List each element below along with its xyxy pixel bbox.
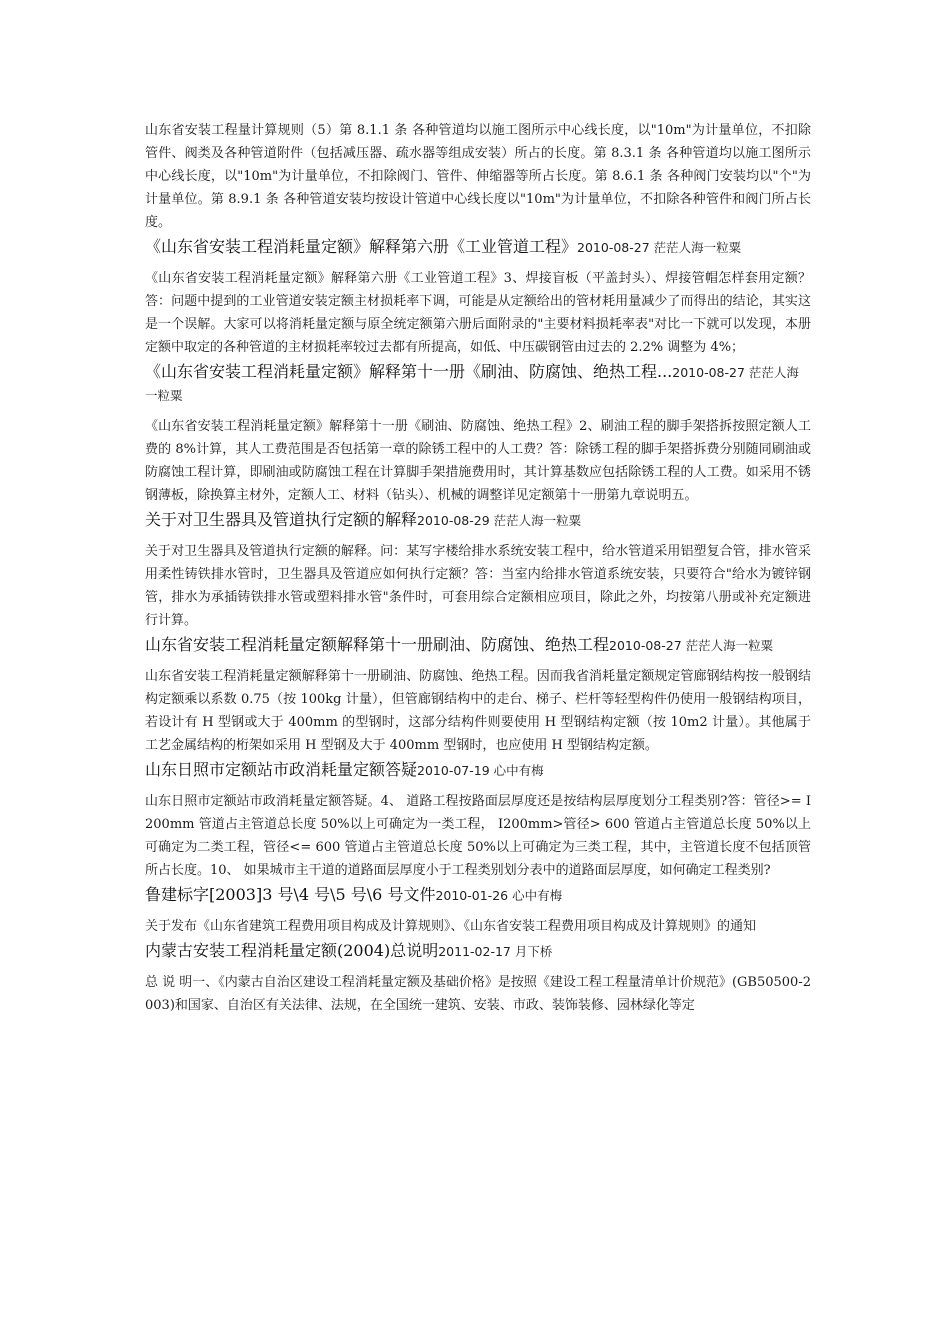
entry-summary: 《山东省安装工程消耗量定额》解释第六册《工业管道工程》3、焊接盲板（平盖封头）、焊接管帽怎样套用定额？答：问题中提到的工业管道安装定额主材损耗率下调，可能是从定额给出的管材耗用量减少了而得出的结论，其实这是一个误解。大家可以将消耗量定额与原全统定额第六册后面附录的"主要材料损耗率表"对比一下就可以发现，本册定额中取定的各种管道的主材损耗率较过去都有所提高，如低、中压碳钢管由过去的 2.2% 调整为 4%；: [145, 271, 811, 355]
search-result-entry: [145, 359, 811, 507]
entry-summary: 总 说 明一、《内蒙古自治区建设工程消耗量定额及基础价格》是按照《建设工程工程量清单计价规范》(GB50500-2003)和国家、自治区有关法律、法规，在全国统一建筑、安装、市政、装饰装修、园林绿化等定: [145, 975, 811, 1013]
entry-summary: 关于发布《山东省建筑工程费用项目构成及计算规则》、《山东省安装工程费用项目构成及计算规则》的通知: [145, 919, 757, 934]
entry-meta: [417, 763, 544, 778]
entry-title-line[interactable]: [145, 359, 811, 407]
entry-meta: [609, 638, 773, 653]
intro-paragraph: 山东省安装工程量计算规则（5）第 8.1.1 条 各种管道均以施工图所示中心线长度，以"10m"为计量单位，不扣除管件、阀类及各种管道附件（包括减压器、疏水器等组成安装）所占的长度。第 8.3.1 条 各种管道均以施工图所示中心线长度，以"10m"为计量单位，不扣除阀门、管件、伸缩器等所占长度。第 8.6.1 条 各种阀门安装均以"个"为计量单位。第 8.9.1 条 各种管道安装均按设计管道中心线长度以"10m"为计量单位，不扣除各种管件和阀门所占长度。: [145, 123, 811, 230]
entry-title[interactable]: 关于对卫生器具及管道执行定额的解释: [145, 510, 418, 529]
entry-title[interactable]: 内蒙古安装工程消耗量定额(2004)总说明: [145, 941, 439, 960]
entry-title[interactable]: 山东省安装工程消耗量定额解释第十一册刷油、防腐蚀、绝热工程: [145, 635, 610, 654]
entry-date: 2010-08-29: [417, 513, 490, 528]
entry-author: 月下桥: [514, 944, 553, 959]
entry-author: 茫茫人海一粒粟: [493, 513, 582, 528]
entry-title[interactable]: 《山东省安装工程消耗量定额》解释第六册《工业管道工程》: [145, 237, 578, 256]
entry-meta: [577, 240, 741, 255]
entry-author: 茫茫人海一粒粟: [685, 638, 774, 653]
entry-summary: 山东省安装工程消耗量定额解释第十一册刷油、防腐蚀、绝热工程。因而我省消耗量定额规定管廊钢结构按一般钢结构定额乘以系数 0.75（按 100kg 计量），但管廊钢结构中的走台、梯子、栏杆等轻型构件仍使用一般钢结构项目，若设计有 H 型钢或大于 400mm 的型钢时，这部分结构件则要使用 H 型钢结构定额（按 10m2 计量）。其他属于工艺金属结构的桁架如采用 H 型钢及大于 400mm 型钢时，也应使用 H 型钢结构定额。: [145, 669, 811, 753]
search-result-entry: [145, 757, 811, 882]
entry-title-line[interactable]: [145, 234, 811, 259]
entry-title[interactable]: 鲁建标字[2003]3 号\4 号\5 号\6 号文件: [145, 885, 436, 904]
entry-date: 2010-07-19: [417, 763, 490, 778]
entry-author: 心中有梅: [493, 763, 544, 778]
search-result-entry: [145, 882, 811, 938]
entry-date: 2010-08-27: [577, 240, 650, 255]
entry-title-line[interactable]: [145, 757, 811, 782]
search-result-entry: [145, 507, 811, 632]
entry-date: 2010-08-27: [609, 638, 682, 653]
entry-author: 茫茫人海一粒粟: [145, 365, 799, 403]
entry-title-line[interactable]: [145, 938, 811, 963]
entry-author: 茫茫人海一粒粟: [653, 240, 742, 255]
entry-date: 2010-08-27: [672, 365, 745, 380]
search-result-entry: [145, 234, 811, 359]
entry-title-line[interactable]: [145, 882, 811, 907]
entry-date: 2010-01-26: [435, 888, 509, 903]
entry-title[interactable]: 《山东省安装工程消耗量定额》解释第十一册《刷油、防腐蚀、绝热工程...: [145, 362, 673, 381]
entry-summary: 《山东省安装工程消耗量定额》解释第十一册《刷油、防腐蚀、绝热工程》2、刷油工程的脚手架搭拆按照定额人工费的 8%计算，其人工费范围是否包括第一章的除锈工程中的人工费？答：除锈工程的脚手架搭拆费分别随同刷油或防腐蚀工程计算，即刷油或防腐蚀工程在计算脚手架措施费用时，其计算基数应包括除锈工程的人工费。如采用不锈钢薄板，除换算主材外，定额人工、材料（钻头）、机械的调整详见定额第十一册第九章说明五。: [145, 419, 811, 503]
search-result-entry: [145, 632, 811, 757]
entry-summary: 关于对卫生器具及管道执行定额的解释。问：某写字楼给排水系统安装工程中，给水管道采用铝塑复合管，排水管采用柔性铸铁排水管时，卫生器具及管道应如何执行定额？答：当室内给排水管道系统安装，只要符合"给水为镀锌钢管，排水为承插铸铁排水管或塑料排水管"条件时，可套用综合定额相应项目，除此之外，均按第八册或补充定额进行计算。: [145, 544, 811, 628]
search-result-entry: [145, 938, 811, 1017]
entry-meta: [435, 888, 562, 903]
entry-title-line[interactable]: [145, 507, 811, 532]
entry-summary: 山东日照市定额站市政消耗量定额答疑。4、 道路工程按路面层厚度还是按结构层厚度划分工程类别?答：管径>= I200mm 管道占主管道总长度 50%以上可确定为一类工程， I200mm>管径> 600 管道占主管道总长度 50%以上可确定为二类工程，管径<= 600 管道占主管道总长度 50%以上可确定为三类工程，其中，主管道长度不包括顶管所占长度。10、 如果城市主干道的道路面层厚度小于工程类别划分表中的道路面层厚度，如何确定工程类别?: [145, 794, 811, 878]
entry-meta: [438, 944, 552, 959]
entry-date: 2011-02-17: [438, 944, 511, 959]
entry-meta: [417, 513, 581, 528]
entry-title-line[interactable]: [145, 632, 811, 657]
entry-title[interactable]: 山东日照市定额站市政消耗量定额答疑: [145, 760, 418, 779]
entry-author: 心中有梅: [512, 888, 563, 903]
document-page: [145, 119, 811, 1017]
